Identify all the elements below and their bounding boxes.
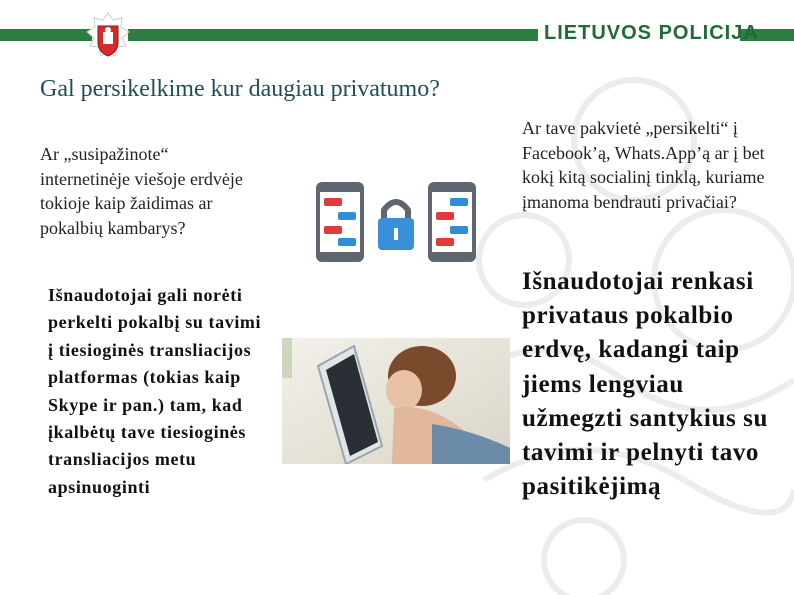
right-answer: Išnaudotojai renkasi privataus pokalbio erdvę, kadangi taip jiems lengviau užmegzti santykius su tavimi ir pelnyti tavo pasitikėjimą — [522, 268, 768, 501]
lock-icon — [378, 202, 414, 250]
right-question: Ar tave pakvietė „persikelti“ į Facebook’ą, Whats.App’ą ar į bet kokį kitą socialinį tinklą, kuriame įmanoma bendrauti privačiai? — [522, 118, 765, 212]
page-title: Gal persikelkime kur daugiau privatumo? — [40, 76, 440, 102]
laptop-photo — [282, 338, 510, 464]
left-question: Ar „susipažinote“ internetinėje viešoje erdvėje tokioje kaip žaidimas ar pokalbių kambarys? — [40, 144, 243, 238]
police-emblem-icon — [86, 12, 130, 64]
header-stripe-left — [0, 29, 92, 41]
brand-wordmark: LIETUVOS POLICIJA — [544, 22, 759, 44]
right-phone-icon — [428, 182, 476, 262]
header-stripe-middle — [128, 29, 538, 41]
left-phone-icon — [316, 182, 364, 262]
phones-lock-illustration — [314, 180, 478, 264]
left-answer: Išnaudotojai gali norėti perkelti pokalbį su tavimi į tiesioginės transliacijos platformas (tokias kaip Skype ir pan.) tam, kad įkalbėtų tave tiesioginės transliacijos metu apsinuoginti — [48, 285, 262, 497]
